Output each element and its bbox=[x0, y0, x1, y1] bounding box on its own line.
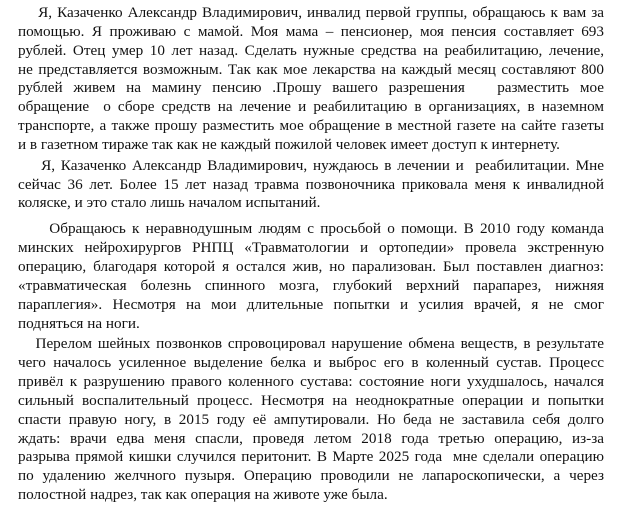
text-line: минских нейрохирургов РНПЦ «Травматологии и ортопедии» провела экстренную bbox=[18, 239, 604, 257]
text-line: рублей живем на мамину пенсию .Прошу вашего разрешения разместить мое bbox=[18, 79, 604, 97]
paragraph-introduction bbox=[18, 4, 604, 155]
text-line: привёл к разрушению правого коленного сустава: состояние ноги ухудшалось, начался bbox=[18, 373, 604, 391]
text-line: Я, Казаченко Александр Владимирович, нуждаюсь в лечении и реабилитации. Мне bbox=[18, 156, 604, 174]
text-line: подняться на ноги. bbox=[18, 314, 140, 332]
text-line: сейчас 36 лет. Более 15 лет назад травма позвоночника приковала меня к инвалидной bbox=[18, 175, 604, 193]
text-line: рублей. Отец умер 10 лет назад. Сделать нужные средства на реабилитацию, лечение, bbox=[18, 41, 604, 59]
text-line: разрыва прямой кишки случился перитонит. В Марте 2025 года мне сделали операцию bbox=[18, 448, 604, 466]
text-line: Обращаюсь к неравнодушным людям с просьбой о помощи. В 2010 году команда bbox=[18, 220, 604, 238]
text-line: «травматическая болезнь спинного мозга, глубокий верхний парапарез, нижняя bbox=[18, 276, 604, 294]
text-line: чего началось усиленное выделение белка и выброс его в коленный сустав. Процесс bbox=[18, 354, 604, 372]
text-line: транспорте, а также прошу разместить мое обращение в местной газете на сайте газеты bbox=[18, 117, 604, 135]
text-line: операцию, благодаря которой я остался жив, но парализован. Был поставлен диагноз: bbox=[18, 257, 604, 275]
text-line: обращение о сборе средств на лечение и реабилитацию в организациях, в наземном bbox=[18, 98, 604, 116]
text-line: помощью. Я проживаю с мамой. Моя мама – пенсионер, моя пенсия составляет 693 bbox=[18, 22, 604, 40]
paragraph-personal-info bbox=[18, 157, 604, 214]
text-line: параплегия». Несмотря на мои длительные попытки и усилия врачей, я не смог bbox=[18, 295, 604, 313]
text-line: не представляется возможным. Так как мое лекарства на каждый месяц составляют 800 bbox=[18, 60, 604, 78]
paragraph-appeal bbox=[18, 220, 604, 333]
text-line: спасти правую ногу, в 2015 году её ампутировали. Но беда не заставила себя долго bbox=[18, 410, 604, 428]
text-line: сильный воспалительный процесс. Несмотря на неоднократные операции и попытки bbox=[18, 391, 604, 409]
text-line: Перелом шейных позвонков спровоцировал нарушение обмена веществ, в результате bbox=[18, 335, 604, 353]
text-line: полостной надрез, так как операция на животе уже была. bbox=[18, 486, 388, 504]
text-line: и в газетном тираже так как не каждый пожилой человек имеет доступ к интернету. bbox=[18, 135, 560, 153]
text-line: Я, Казаченко Александр Владимирович, инвалид первой группы, обращаюсь к вам за bbox=[18, 4, 604, 21]
letter-document bbox=[18, 4, 604, 505]
text-line: ждать: врачи едва меня спасли, проведя летом 2018 года третью операцию, из-за bbox=[18, 429, 604, 447]
text-line: по удалению желчного пузыря. Операцию проводили не лапароскопически, а через bbox=[18, 467, 604, 485]
paragraph-medical-history bbox=[18, 335, 604, 505]
text-line: коляске, и это стало лишь началом испытаний. bbox=[18, 194, 321, 212]
